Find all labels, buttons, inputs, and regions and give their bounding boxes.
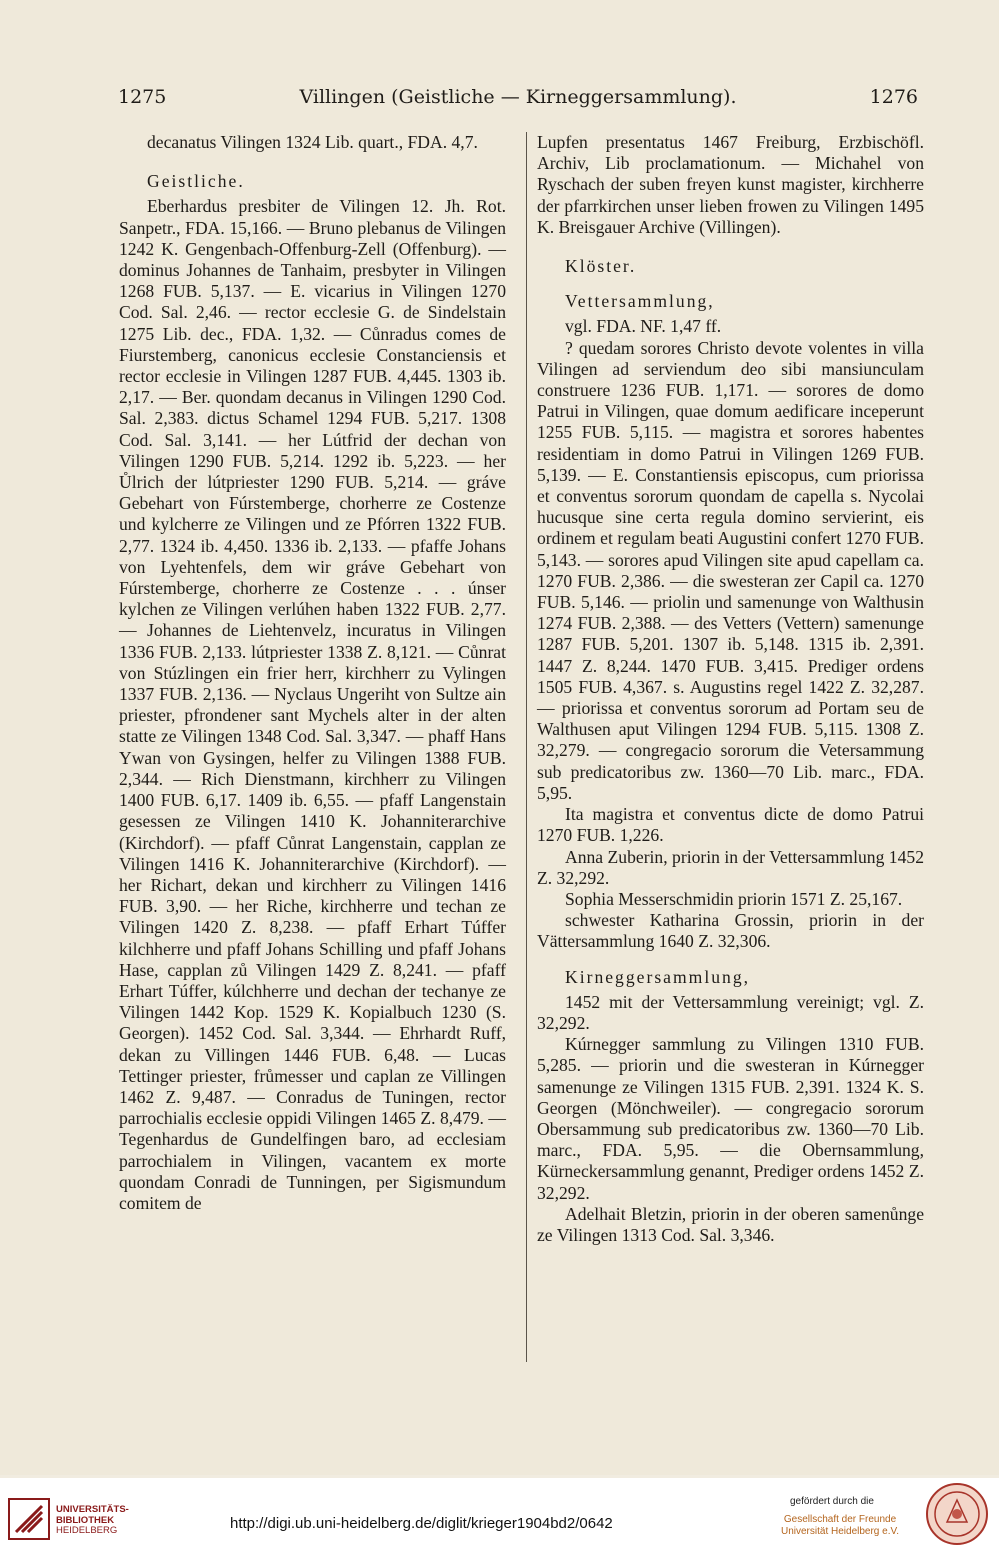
page-number-left: 1275 [118, 86, 167, 108]
paragraph: Anna Zuberin, priorin in der Vettersammlung 1452 Z. 32,292. [537, 846, 924, 888]
sponsor-name: Gesellschaft der Freunde Universität Heidelberg e.V. [780, 1514, 900, 1537]
paragraph: Kúrnegger sammlung zu Vilingen 1310 FUB. 5,285. — priorin und die swesteran in Kúrnegger samenunge ze Vilingen 1315 FUB. 2,391. 1324 K. S. Georgen (Mönchweiler). — congregacio sororum Obersammung sub predicatoribus zw. 1360—70 Lib. marc., FDA. 5,95. — die Obernsammlung, Kürneckersammlung genannt, Prediger ordens 1452 Z. 32,292. [537, 1034, 924, 1203]
paragraph: schwester Katharina Grossin, priorin in der Vättersammlung 1640 Z. 32,306. [537, 910, 924, 952]
section-heading: Kirneggersammlung, [565, 966, 751, 987]
paragraph: decanatus Vilingen 1324 Lib. quart., FDA. 4,7. [147, 132, 478, 152]
sponsor-label: gefördert durch die [790, 1496, 874, 1507]
paragraph: ? quedam sorores Christo devote volentes in villa Vilingen ad serviendum deo sibi mansiunculam construere 1236 FUB. 1,171. — sorores de domo Patrui in Vilingen, quae domum aedificare inceperunt 1255 FUB. 5,115. — magistra et sorores habentes residentiam in domo Patrui in Vilingen 1269 FUB. 5,139. — E. Constantiensis episcopus, cum priorissa et conventus sororum quondam de capella s. Nycolai hucusque sine certa regula domino servierint, eis ordinem et regulam beati Augustini confert 1270 FUB. 5,143. — sorores apud Vilingen site apud capellam ca. 1270 FUB. 2,386. — die swesteran zer Capil ca. 1270 FUB. 5,146. — priolin und samenunge von Walthusin 1274 FUB. 2,388. — des Vetters (Vettern) samenunge 1287 FUB. 5,201. 1307 ib. 5,148. 1315 ib. 2,391. 1447 Z. 8,244. 1470 FUB. 3,415. Prediger ordens 1505 FUB. 4,367. s. Augustins regel 1422 Z. 32,287. — priorissa et conventus sororum ad Portam seu de Walthusen aput Vilingen 1294 FUB. 5,115. 1308 Z. 32,279. — congregacio sororum die Vetersammung sub predicatoribus zw. 1360—70 Lib. marc., FDA. 5,95. [537, 337, 924, 803]
paragraph: 1452 mit der Vettersammlung vereinigt; vgl. Z. 32,292. [537, 991, 924, 1033]
section-heading: Vettersammlung, [565, 291, 715, 312]
paragraph: vgl. FDA. NF. 1,47 ff. [565, 316, 722, 337]
running-header [118, 86, 918, 114]
paragraph: Adelhait Bletzin, priorin in der oberen samenůnge ze Vilingen 1313 Cod. Sal. 3,346. [537, 1203, 924, 1245]
page-number-right: 1276 [869, 86, 918, 108]
paragraph: Sophia Messerschmidin priorin 1571 Z. 25,167. [565, 888, 903, 909]
paragraph: Lupfen presentatus 1467 Freiburg, Erzbischöfl. Archiv, Lib proclamationum. — Michahel von Ryschach der suben freyen kunst magister, kirchherre der pfarrkirchen unser lieben frowen zu Vilingen 1495 K. Breisgauer Archive (Villingen). [537, 132, 924, 237]
library-name: UNIVERSITÄTS- BIBLIOTHEK HEIDELBERG [56, 1504, 129, 1536]
university-seal-icon [925, 1482, 989, 1546]
section-heading: Geistliche. [147, 171, 245, 192]
digitization-footer [0, 1478, 999, 1550]
left-column [119, 132, 506, 1214]
running-title: Villingen (Geistliche — Kirneggersammlung). [299, 86, 737, 108]
permalink[interactable]: http://digi.ub.uni-heidelberg.de/diglit/krieger1904bd2/0642 [230, 1515, 613, 1532]
section-heading: Klöster. [565, 256, 637, 277]
paragraph: Ita magistra et conventus dicte de domo Patrui 1270 FUB. 1,226. [537, 804, 924, 846]
column-divider [526, 132, 527, 1362]
paragraph: Eberhardus presbiter de Vilingen 12. Jh. Rot. Sanpetr., FDA. 15,166. — Bruno plebanus de Vilingen 1242 K. Gengenbach-Offenburg-Zell (Offenburg). — dominus Johannes de Tanhaim, presbyter in Vilingen 1268 FUB. 5,137. — E. vicarius in Vilingen 1270 Cod. Sal. 2,46. — rector ecclesie G. de Sindelstain 1275 Lib. dec., FDA. 1,32. — Cůnradus comes de Fiurstemberg, canonicus ecclesie Constanciensis et rector ecclesie in Vilingen 1287 FUB. 4,445. 1303 ib. 2,17. — Ber. quondam decanus in Vilingen 1290 Cod. Sal. 2,383. dictus Schamel 1294 FUB. 5,217. 1308 Cod. Sal. 3,141. — her Lútfrid der dechan von Vilingen 1290 FUB. 5,214. 1292 ib. 5,223. — her Ůlrich der lútpriester 1290 FUB. 5,214. — gráve Gebehart von Fúrstemberge, chorherre ze Costenze und kylcherre ze Vilingen und ze Pfórren 1322 FUB. 2,77. 1324 ib. 4,450. 1336 ib. 2,133. — pfaffe Johans von Lyehtenfels, dem wir gráve Gebehart von Fúrstemberge, chorherre ze Costenze . . . únser kylchen ze Vilingen verlúhen haben 1322 FUB. 2,77. — Johannes de Liehtenvelz, incuratus in Vilingen 1336 FUB. 2,133. lútpriester 1338 Z. 8,121. — Cůnrat von Stúzlingen ein frier herr, kirchherr zu Vylingen 1337 FUB. 2,136. — Nyclaus Ungeriht von Sultze ain priester, pfrondener sant Mychels alter in der alten statte ze Vilingen 1348 Cod. Sal. 3,347. — phaff Hans Ywan von Gysingen, helfer zu Vilingen 1388 FUB. 2,344. — Rich Dienstmann, kirchherr zu Vilingen 1400 FUB. 6,17. 1409 ib. 6,55. — pfaff Langenstain gesessen ze Vilingen 1410 K. Johanniterarchive (Kirchdorf). — pfaff Cůnrat Langenstain, capplan ze Vilingen 1416 K. Johanniterarchive (Kirchdorf). — her Richart, dekan und kirchherr zu Vilingen 1416 FUB. 3,90. — her Riche, kirchherre und techan ze Vilingen 1420 Z. 8,238. — pfaff Erhart Túffer kilchherre und pfaff Johans Schilling und pfaff Johans Hase, capplan zů Vilingen 1429 Z. 8,241. — pfaff Erhart Túffer, kúlchherre und dechan der techanye ze Vilingen 1442 Kop. 1529 K. Kopialbuch 1230 (S. Georgen). 1452 Cod. Sal. 3,344. — Ehrhardt Ruff, dekan zu Villingen 1446 FUB. 6,48. — Lucas Tettinger priester, frůmesser und caplan ze Villingen 1462 Z. 9,487. — Conradus de Tuningen, rector parrochialis ecclesie oppidi Vilingen 1465 Z. 8,479. — Tegenhardus de Gundelfingen baro, ad ecclesiam parrochialem in Vilingen, vacantem ex morte quondam Conradi de Tunningen, per Sigismundum comitem de [119, 196, 506, 1213]
right-column [537, 132, 924, 1246]
university-library-logo-icon [8, 1498, 50, 1540]
